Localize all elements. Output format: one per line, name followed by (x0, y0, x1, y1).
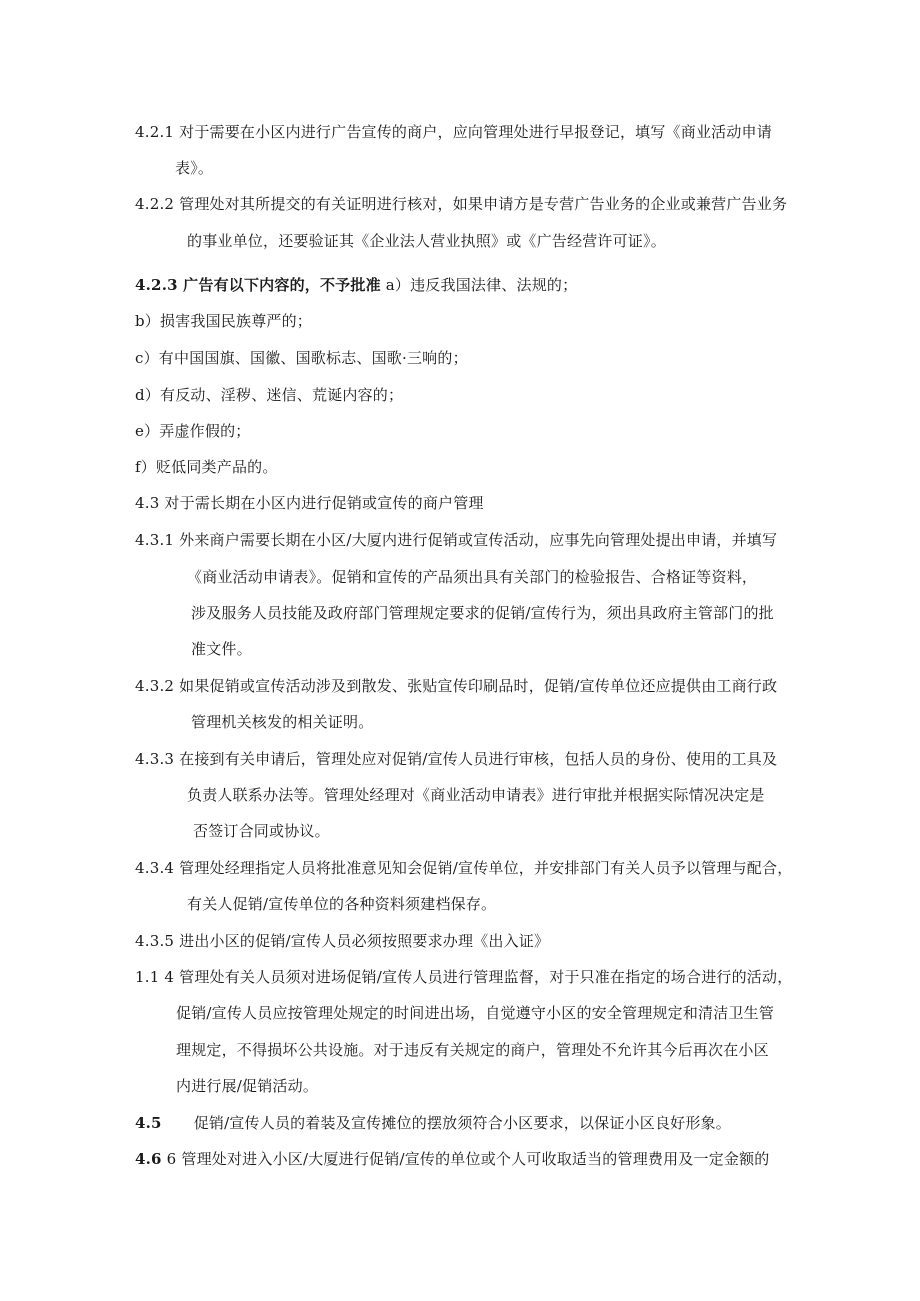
text-line: 4.2.1 对于需要在小区内进行广告宣传的商户，应向管理处进行早报登记，填写《商业活动申请 (135, 123, 772, 141)
paragraph-1-1-4-cont2 (176, 1040, 769, 1060)
paragraph-4-3-1 (135, 530, 777, 550)
paragraph-4-3-3 (135, 749, 777, 769)
paragraph-4-2-2 (135, 194, 787, 214)
text-line: 准文件。 (191, 640, 252, 658)
text-line: 涉及服务人员技能及政府部门管理规定要求的促销/宣传行为，须出具政府主管部门的批 (191, 604, 774, 622)
paragraph-4-3-2-cont (191, 712, 373, 732)
text-line: 管理机关核发的相关证明。 (191, 713, 374, 731)
section-4-3 (135, 493, 484, 513)
paragraph-4-3-1-cont3 (191, 639, 252, 659)
text-line: 4.3.5 进出小区的促销/宣传人员必须按照要求办理《出入证》 (135, 932, 550, 950)
paragraph-4-3-2 (135, 676, 777, 696)
text-line: f）贬低同类产品的。 (135, 458, 278, 476)
paragraph-4-3-1-cont1 (187, 567, 757, 587)
text-line: 4.3 对于需长期在小区内进行促销或宣传的商户管理 (135, 494, 484, 512)
paragraph-4-2-1-cont (175, 158, 213, 178)
paragraph-4-3-4 (135, 858, 792, 878)
list-item-b (135, 311, 312, 331)
section-number-4-6: 4.6 (135, 1150, 162, 1168)
text-line: 1.1 4 管理处有关人员须对进场促销/宣传人员进行管理监督，对于只准在指定的场合进行的活动， (135, 968, 793, 986)
text-line: 《商业活动申请表》。促销和宣传的产品须出具有关部门的检验报告、合格证等资料， (187, 568, 758, 586)
list-item-e (135, 421, 250, 441)
paragraph-1-1-4-cont3 (176, 1076, 318, 1096)
paragraph-4-3-5 (135, 931, 549, 951)
paragraph-4-2-3 (135, 275, 577, 295)
text-line: 的事业单位，还要验证其《企业法人营业执照》或《广告经营许可证》。 (187, 232, 666, 250)
list-item-f (135, 457, 278, 477)
paragraph-4-3-4-cont (187, 894, 496, 914)
text-line: 4.2.2 管理处对其所提交的有关证明进行核对，如果申请方是专营广告业务的企业或兼营广告业务 (135, 195, 788, 213)
paragraph-4-5 (135, 1113, 731, 1133)
paragraph-4-3-3-cont2 (193, 821, 330, 841)
text-line: 表》。 (175, 159, 214, 177)
heading-4-2-3: 4.2.3 广告有以下内容的，不予批准 (135, 276, 381, 294)
text-line: e）弄虚作假的； (135, 422, 251, 440)
text-line: d）有反动、淫秽、迷信、荒诞内容的； (135, 386, 404, 404)
text-line: 内进行展/促销活动。 (176, 1077, 319, 1095)
paragraph-4-3-3-cont1 (187, 785, 765, 805)
text-line: 理规定，不得损坏公共设施。对于违反有关规定的商户，管理处不允许其今后再次在小区 (176, 1041, 769, 1059)
text-line: 4.3.2 如果促销或宣传活动涉及到散发、张贴宣传印刷品时，促销/宣传单位还应提供由工商行政 (135, 677, 778, 695)
text-line: c）有中国国旗、国徽、国歌标志、国歌·三响的； (135, 349, 468, 367)
list-item-d (135, 385, 403, 405)
list-item-a: a）违反我国法律、法规的； (380, 276, 578, 294)
paragraph-4-3-1-cont2 (191, 603, 774, 623)
text-line: 负责人联系办法等。管理处经理对《商业活动申请表》进行审批并根据实际情况决定是 (187, 786, 765, 804)
paragraph-1-1-4 (135, 967, 792, 987)
text-line: 4.3.3 在接到有关申请后，管理处应对促销/宣传人员进行审核，包括人员的身份、使用的工具及 (135, 750, 778, 768)
text-line: 促销/宣传人员应按管理处规定的时间进出场，自觉遵守小区的安全管理规定和清洁卫生管 (176, 1004, 775, 1022)
section-number-4-5: 4.5 (135, 1114, 162, 1132)
text-line: 6 管理处对进入小区/大厦进行促销/宣传的单位或个人可收取适当的管理费用及一定金额的 (161, 1150, 770, 1168)
paragraph-1-1-4-cont1 (176, 1003, 774, 1023)
paragraph-4-2-2-cont (187, 231, 666, 251)
paragraph-4-2-1 (135, 122, 772, 142)
text-line: 促销/宣传人员的着装及宣传摊位的摆放须符合小区要求，以保证小区良好形象。 (193, 1114, 731, 1132)
paragraph-4-6 (135, 1149, 770, 1169)
text-line: 4.3.4 管理处经理指定人员将批准意见知会促销/宣传单位，并安排部门有关人员予以管理与配合， (135, 859, 793, 877)
text-line: b）损害我国民族尊严的； (135, 312, 313, 330)
text-line: 4.3.1 外来商户需要长期在小区/大厦内进行促销或宣传活动，应事先向管理处提出申请，并填写 (135, 531, 778, 549)
list-item-c (135, 348, 468, 368)
text-line: 否签订合同或协议。 (193, 822, 330, 840)
text-line: 有关人促销/宣传单位的各种资料须建档保存。 (187, 895, 497, 913)
